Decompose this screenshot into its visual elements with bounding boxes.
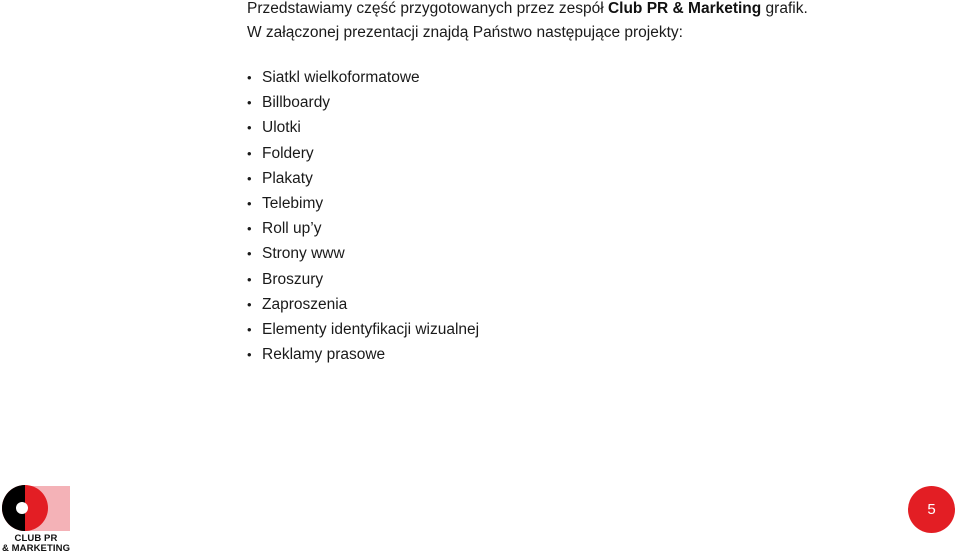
bullet-icon: • xyxy=(247,347,252,363)
list-item xyxy=(247,166,479,191)
list-item-label: Elementy identyfikacji wizualnej xyxy=(262,321,480,339)
list-item xyxy=(247,241,479,266)
bullet-icon: • xyxy=(247,95,252,111)
bullet-icon: • xyxy=(247,296,252,312)
bullet-icon: • xyxy=(247,170,252,186)
intro-line-1-prefix: Przedstawiamy część przygotowanych przez zespół xyxy=(247,0,608,17)
list-item-label: Foldery xyxy=(262,144,314,162)
intro-line-1-suffix: grafik. xyxy=(761,0,808,17)
list-item-label: Siatkl wielkoformatowe xyxy=(262,69,420,86)
list-item-label: Plakaty xyxy=(262,169,313,187)
list-item-label: Billboardy xyxy=(262,94,331,112)
bullet-icon: • xyxy=(247,246,252,262)
logo-center-dot xyxy=(16,502,28,514)
list-item xyxy=(247,65,479,90)
list-item xyxy=(247,90,479,115)
bullet-icon: • xyxy=(247,120,252,136)
intro-text xyxy=(247,0,808,45)
list-item xyxy=(247,292,479,317)
list-item xyxy=(247,216,479,241)
list-item xyxy=(247,342,479,367)
list-item-label: Broszury xyxy=(262,270,324,288)
list-item-label: Telebimy xyxy=(262,195,324,213)
list-item xyxy=(247,317,479,342)
projects-list xyxy=(247,65,479,367)
list-item-label: Zaproszenia xyxy=(262,295,348,313)
list-item xyxy=(247,191,479,216)
list-item-label: Reklamy prasowe xyxy=(262,346,386,364)
bullet-icon: • xyxy=(247,322,252,338)
company-name: Club PR & Marketing xyxy=(607,0,762,17)
bullet-icon: • xyxy=(247,196,252,212)
intro-line-1 xyxy=(247,0,808,21)
list-item xyxy=(247,115,479,140)
bullet-icon: • xyxy=(247,221,252,237)
bullet-icon: • xyxy=(247,70,252,85)
page-number-badge: 5 xyxy=(908,486,955,533)
list-item xyxy=(247,141,479,166)
list-item-label: Roll up’y xyxy=(262,220,322,238)
bullet-icon: • xyxy=(247,271,252,287)
logo-wordmark xyxy=(0,534,72,554)
intro-line-2: W załączonej prezentacji znajdą Państwo następujące projekty: xyxy=(247,24,683,41)
list-item-label: Ulotki xyxy=(262,119,301,137)
logo-line-1: CLUB PR xyxy=(14,533,58,544)
logo-line-2: & MARKETING xyxy=(1,543,71,554)
bullet-icon: • xyxy=(247,145,252,161)
list-item xyxy=(247,267,479,292)
list-item-label: Strony www xyxy=(262,245,345,263)
